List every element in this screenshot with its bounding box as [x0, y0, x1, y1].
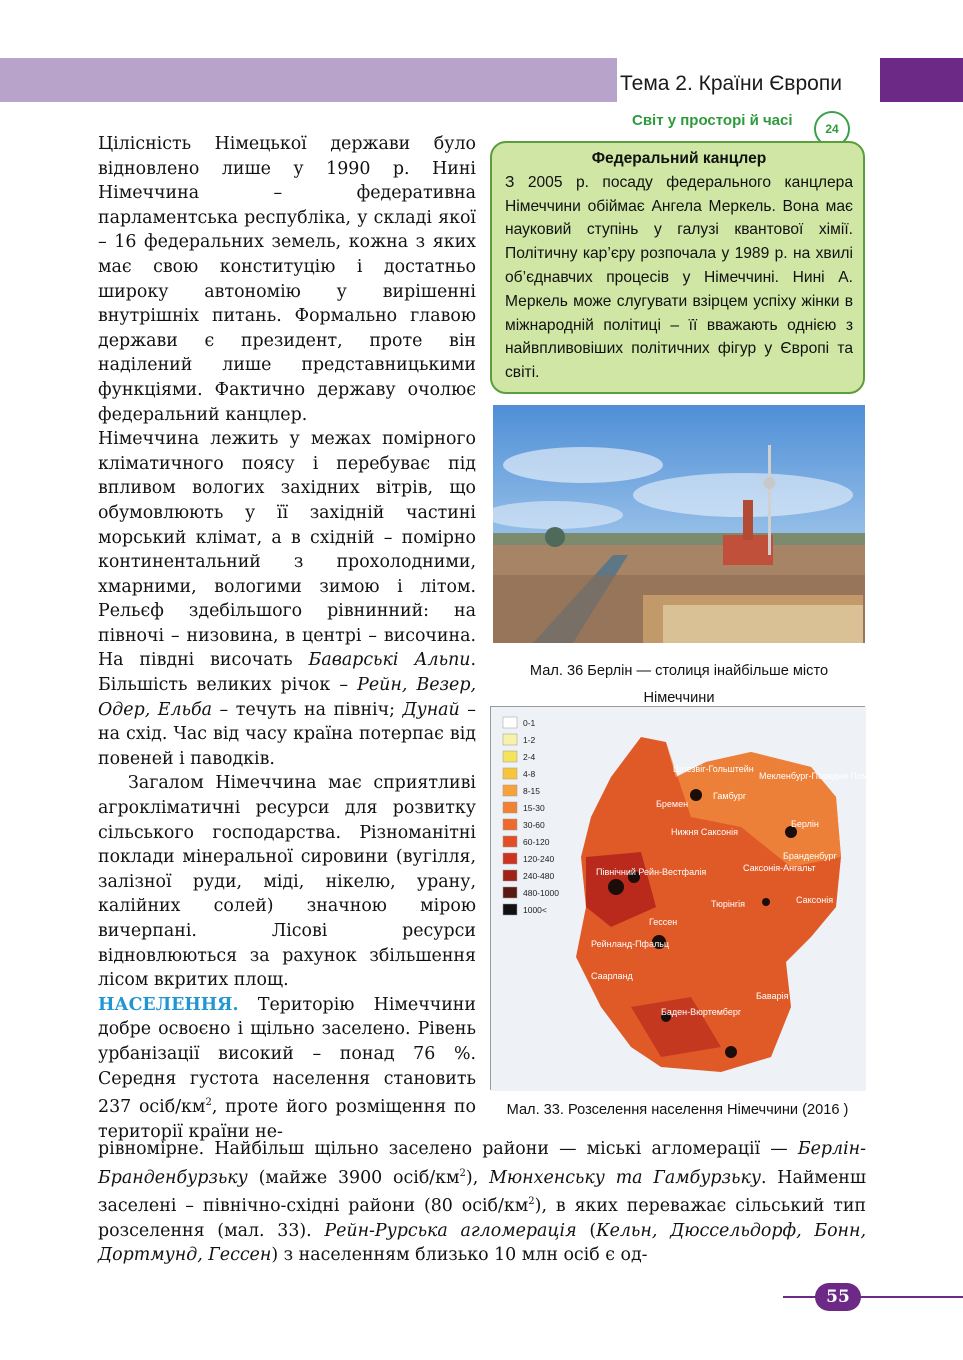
legend-swatch: [503, 768, 517, 779]
region-hamburg: Гамбург: [713, 791, 747, 801]
legend-label: 15-30: [523, 803, 545, 813]
region-baden: Баден-Вюртемберг: [661, 1007, 742, 1017]
region-saxony-anhalt: Саксонія-Ангальт: [743, 863, 816, 873]
legend-label: 1000<: [523, 905, 547, 915]
legend-swatch: [503, 836, 517, 847]
paragraph-2: Німеччина лежить у межах помірного кліматичного поясу і перебуває під впливом вологих західних вітрів, що обумовлюють у її західній частині морський клімат, а в східній – помірно континентальний з прохолодними, хмарними, вологими зимою і літом. Рельєф здебільшого рівнинний: на півночі – низовина, в центрі – височина. На півдні височать Баварські Альпи. Більшість великих річок – Рейн, Везер, Одер, Ельба – течуть на північ; Дунай – на схід. Час від часу країна потерпає від повеней і паводків.: [98, 429, 476, 769]
inset-text: З 2005 р. посаду федерального канцлера Німеччини обіймає Ангела Меркель. Вона має науковий ступінь у галузі квантової хімії. Політичну кар’єру розпочала у 1989 р. на хвилі об’єднавчих процесів у Німеччині. Нині А. Меркель може слугувати взірцем успіху жінки в міжнародній політиці – її вважають однією з найвпливовіших політичних фігур у Європі та світі.: [505, 173, 853, 382]
legend-swatch: [503, 853, 517, 864]
legend-swatch: [503, 734, 517, 745]
region-bavaria: Баварія: [756, 991, 789, 1001]
inset-title: Федеральний канцлер: [591, 150, 767, 167]
region-mecklenburg: Мекленбург-Передня Померанія: [759, 771, 895, 781]
legend-swatch: [503, 751, 517, 762]
legend-swatch: [503, 717, 517, 728]
region-brandenburg: Бранденбург: [783, 851, 837, 861]
region-hesse: Гессен: [649, 917, 678, 927]
globe-badge-icon: 24: [814, 111, 850, 147]
inset-box: [490, 141, 865, 394]
paragraph-3: Загалом Німеччина має сприятливі агрокліматичні ресурси для розвитку сільського господарства. Різноманітні поклади мінеральної сировини (вугілля, залізної руди, міді, нікелю, урану, калійних солей) значною мірою вичерпані. Лісові ресурси відновлюються за рахунок збільшення лісом вкритих площ.: [98, 773, 476, 991]
legend-label: 8-15: [523, 786, 541, 796]
legend-label: 30-60: [523, 820, 545, 830]
region-saxony: Саксонія: [796, 895, 834, 905]
header-accent-block: [880, 58, 963, 102]
paragraph-1: Цілісність Німецької держави було відновлено лише у 1990 р. Нині Німеччина – федеративна парламентська республіка, у складі якої – 16 федеральних земель, кожна з яких має свою конституцію і достатньо широку автономію у вирішенні внутрішніх питань. Формально главою держави є президент, проте він наділений лише представницькими функціями. Фактично державу очолює федеральний канцлер.: [98, 134, 476, 425]
inset-label: Світ у просторі й часі: [632, 112, 793, 129]
region-thuringia: Тюрінгія: [711, 899, 745, 909]
bottom-paragraph: рівномірне. Найбільш щільно заселено райони — міські агломерації — Берлін-Бранденбурзьку (майже 3900 осіб/$км^2$), Мюнхенську та Гамбурзьку. Найменш заселені – північно-східні райони (80 осіб/$км^2$), в яких переважає сільський тип розселення (мал. 33). Рейн-Рурська агломерація (Кельн, Дюссельдорф, Бонн, Дортмунд, Гессен) з населенням близько 10 млн осіб є од-: [98, 1139, 866, 1266]
region-lower-saxony: Нижня Саксонія: [671, 827, 738, 837]
legend-label: 60-120: [523, 837, 550, 847]
legend-label: 480-1000: [523, 888, 559, 898]
figure-33-caption: Мал. 33. Розселення населення Німеччини (2016 ): [506, 1102, 849, 1118]
region-nrw: Північний Рейн-Вестфалія: [596, 867, 707, 877]
legend-swatch: [503, 887, 517, 898]
legend-label: 2-4: [523, 752, 536, 762]
legend-label: 0-1: [523, 718, 536, 728]
left-column: [98, 132, 476, 1144]
page-number: 55: [815, 1283, 861, 1311]
legend-swatch: [503, 904, 517, 915]
legend-label: 1-2: [523, 735, 536, 745]
legend-label: 120-240: [523, 854, 555, 864]
region-rhineland: Рейнланд-Пфальц: [591, 939, 670, 949]
header-band: [0, 58, 617, 102]
figure-36-caption: Мал. 36 Берлін — столиця інайбільше місто Німеччини: [529, 663, 829, 706]
population-density-map: [490, 706, 895, 1090]
legend-swatch: [503, 802, 517, 813]
footer-line: [783, 1296, 963, 1298]
legend-swatch: [503, 819, 517, 830]
legend-label: 4-8: [523, 769, 536, 779]
region-bremen: Бремен: [656, 799, 689, 809]
legend-swatch: [503, 785, 517, 796]
berlin-photo: [493, 405, 865, 643]
section-keyword: НАСЕЛЕННЯ.: [98, 994, 239, 1015]
legend-swatch: [503, 870, 517, 881]
legend-label: 240-480: [523, 871, 555, 881]
region-schleswig: Шлезвіг-Гольштейн: [673, 764, 754, 774]
paragraph-4: НАСЕЛЕННЯ. Територію Німеччини добре освоєно і щільно заселено. Рівень урбанізації високий – понад 76 %. Середня густота населення становить 237 осіб/$км^2$, проте його розміщення по території країни не-: [98, 994, 476, 1142]
region-berlin: Берлін: [791, 819, 819, 829]
topic-title: Тема 2. Країни Європи: [620, 72, 842, 95]
region-saarland: Саарланд: [591, 971, 633, 981]
